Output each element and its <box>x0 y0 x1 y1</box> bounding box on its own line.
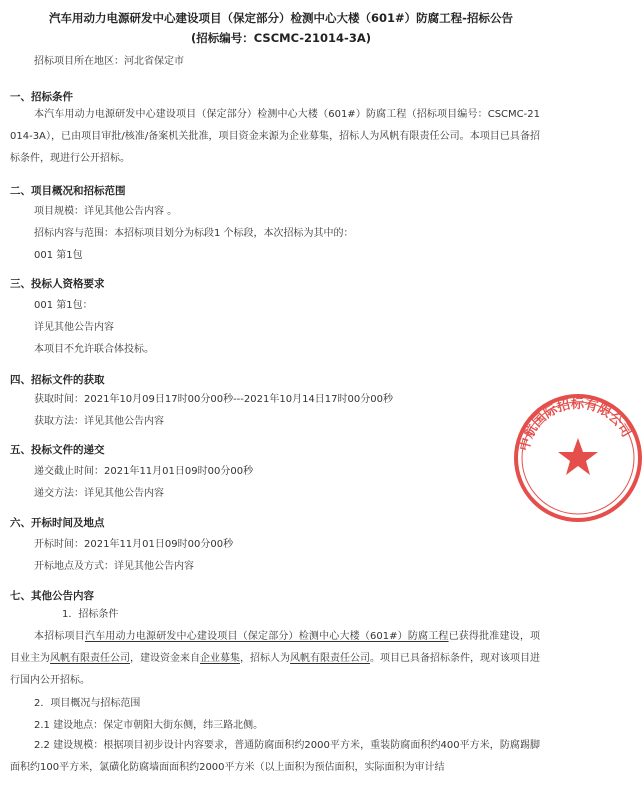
tender-scope: 招标内容与范围：本招标项目划分为标段1 个标段，本次招标为其中的： <box>34 228 354 239</box>
submission-deadline: 递交截止时间：2021年11月01日09时00分00秒 <box>34 466 254 477</box>
document-obtain-method: 获取方法：详见其他公告内容 <box>34 416 164 427</box>
construction-site: 2.1 建设地点：保定市朝阳大街东侧，纬三路北侧。 <box>34 720 264 731</box>
tenderer-name: 风帆有限责任公司 <box>290 653 370 664</box>
section-4-heading: 四、招标文件的获取 <box>10 374 105 386</box>
funding-source: 企业募集 <box>200 653 240 664</box>
lot-item: 001 第1包 <box>34 250 83 261</box>
subsection-tender-conditions: 1．招标条件 <box>62 609 119 620</box>
section-2-heading: 二、项目概况和招标范围 <box>10 185 126 197</box>
submission-method: 递交方法：详见其他公告内容 <box>34 488 164 499</box>
qualification-detail: 详见其他公告内容 <box>34 322 114 333</box>
section-5-heading: 五、投标文件的递交 <box>10 444 105 456</box>
document-obtain-time: 获取时间：2021年10月09日17时00分00秒---2021年10月14日17时00分00秒 <box>34 394 393 405</box>
section-1-paragraph: 本汽车用动力电源研发中心建设项目（保定部分）检测中心大楼（601#）防腐工程（招标项目编号：CSCMC-21014-3A），已由项目审批/核准/备案机关批准，项目资金来源为企业募集，招标人为风帆有限责任公司。本项目已具备招标条件，现进行公开招标。 <box>10 109 540 164</box>
bid-opening-time: 开标时间：2021年11月01日09时00分00秒 <box>34 539 234 550</box>
section-3-heading: 三、投标人资格要求 <box>10 278 105 290</box>
owner-name: 风帆有限责任公司 <box>50 653 130 664</box>
tender-number: (招标编号：CSCMC-21014-3A) <box>191 31 371 45</box>
subsection-project-overview: 2．项目概况与招标范围 <box>34 698 141 709</box>
section-1-heading: 一、招标条件 <box>10 91 73 103</box>
qualification-lot: 001 第1包： <box>34 300 93 311</box>
project-name-link: 汽车用动力电源研发中心建设项目（保定部分）检测中心大楼（601#）防腐工程 <box>84 631 449 642</box>
section-6-heading: 六、开标时间及地点 <box>10 517 105 529</box>
joint-bid-note: 本项目不允许联合体投标。 <box>34 344 154 355</box>
section-7-heading: 七、其他公告内容 <box>10 590 94 602</box>
project-scale: 项目规模：详见其他公告内容 。 <box>34 206 178 217</box>
construction-scale: 2.2 建设规模：根据项目初步设计内容要求，普通防腐面积约2000平方米，重装防腐面积约400平方米，防腐踢脚面积约100平方米，氯磺化防腐墙面面积约2000平方米（以上面积为预估面积，实际面积为审计结 <box>10 740 540 773</box>
document-title: 汽车用动力电源研发中心建设项目（保定部分）检测中心大楼（601#）防腐工程-招标公告 <box>49 11 513 25</box>
section-7-paragraph-1: 本招标项目汽车用动力电源研发中心建设项目（保定部分）检测中心大楼（601#）防腐工程已获得批准建设，项目业主为风帆有限责任公司，建设资金来自企业募集，招标人为风帆有限责任公司。项目已具备招标条件，现对该项目进行国内公开招标。 <box>10 631 541 686</box>
project-location: 招标项目所在地区：河北省保定市 <box>34 56 184 67</box>
official-seal-stamp <box>512 392 644 524</box>
seal-text: 中航国际招标有限公司 <box>517 396 634 453</box>
bid-opening-place: 开标地点及方式：详见其他公告内容 <box>34 561 194 572</box>
